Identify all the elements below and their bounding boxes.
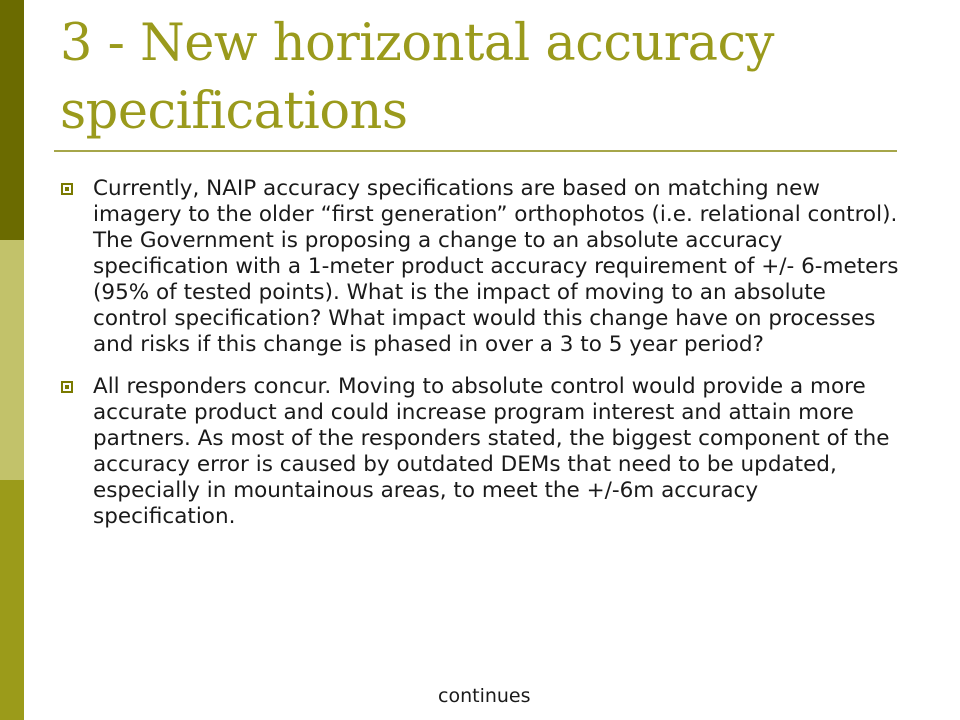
side-bar-top xyxy=(0,0,24,240)
bullet-text: Currently, NAIP accuracy specifications are based on matching new imagery to the older “first generation” orthophotos (i.e. relational control). The Government is proposing a change to an absolute accuracy specification with a 1-meter product accuracy requirement of +/- 6-meters (95% of tested points). What is the impact of moving to an absolute control specification? What impact would this change have on processes and risks if this change is phased in over a 3 to 5 year period? xyxy=(93,176,899,357)
continues-note: continues xyxy=(438,685,531,707)
bullet-text: All responders concur. Moving to absolute control would provide a more accurate product and could increase program interest and attain more partners. As most of the responders stated, the biggest component of the accuracy error is caused by outdated DEMs that need to be updated, especially in mountainous areas, to meet the +/-6m accuracy specification. xyxy=(93,374,890,529)
bullet-item xyxy=(60,374,900,530)
bullet-list xyxy=(60,176,900,546)
side-bar-middle xyxy=(0,240,24,480)
bullet-item xyxy=(60,176,900,358)
square-bullet-icon xyxy=(61,183,73,195)
title-divider xyxy=(54,150,897,152)
slide-title: 3 - New horizontal accuracy specifications xyxy=(60,14,774,141)
square-bullet-icon xyxy=(61,381,73,393)
side-bar-bottom xyxy=(0,480,24,720)
